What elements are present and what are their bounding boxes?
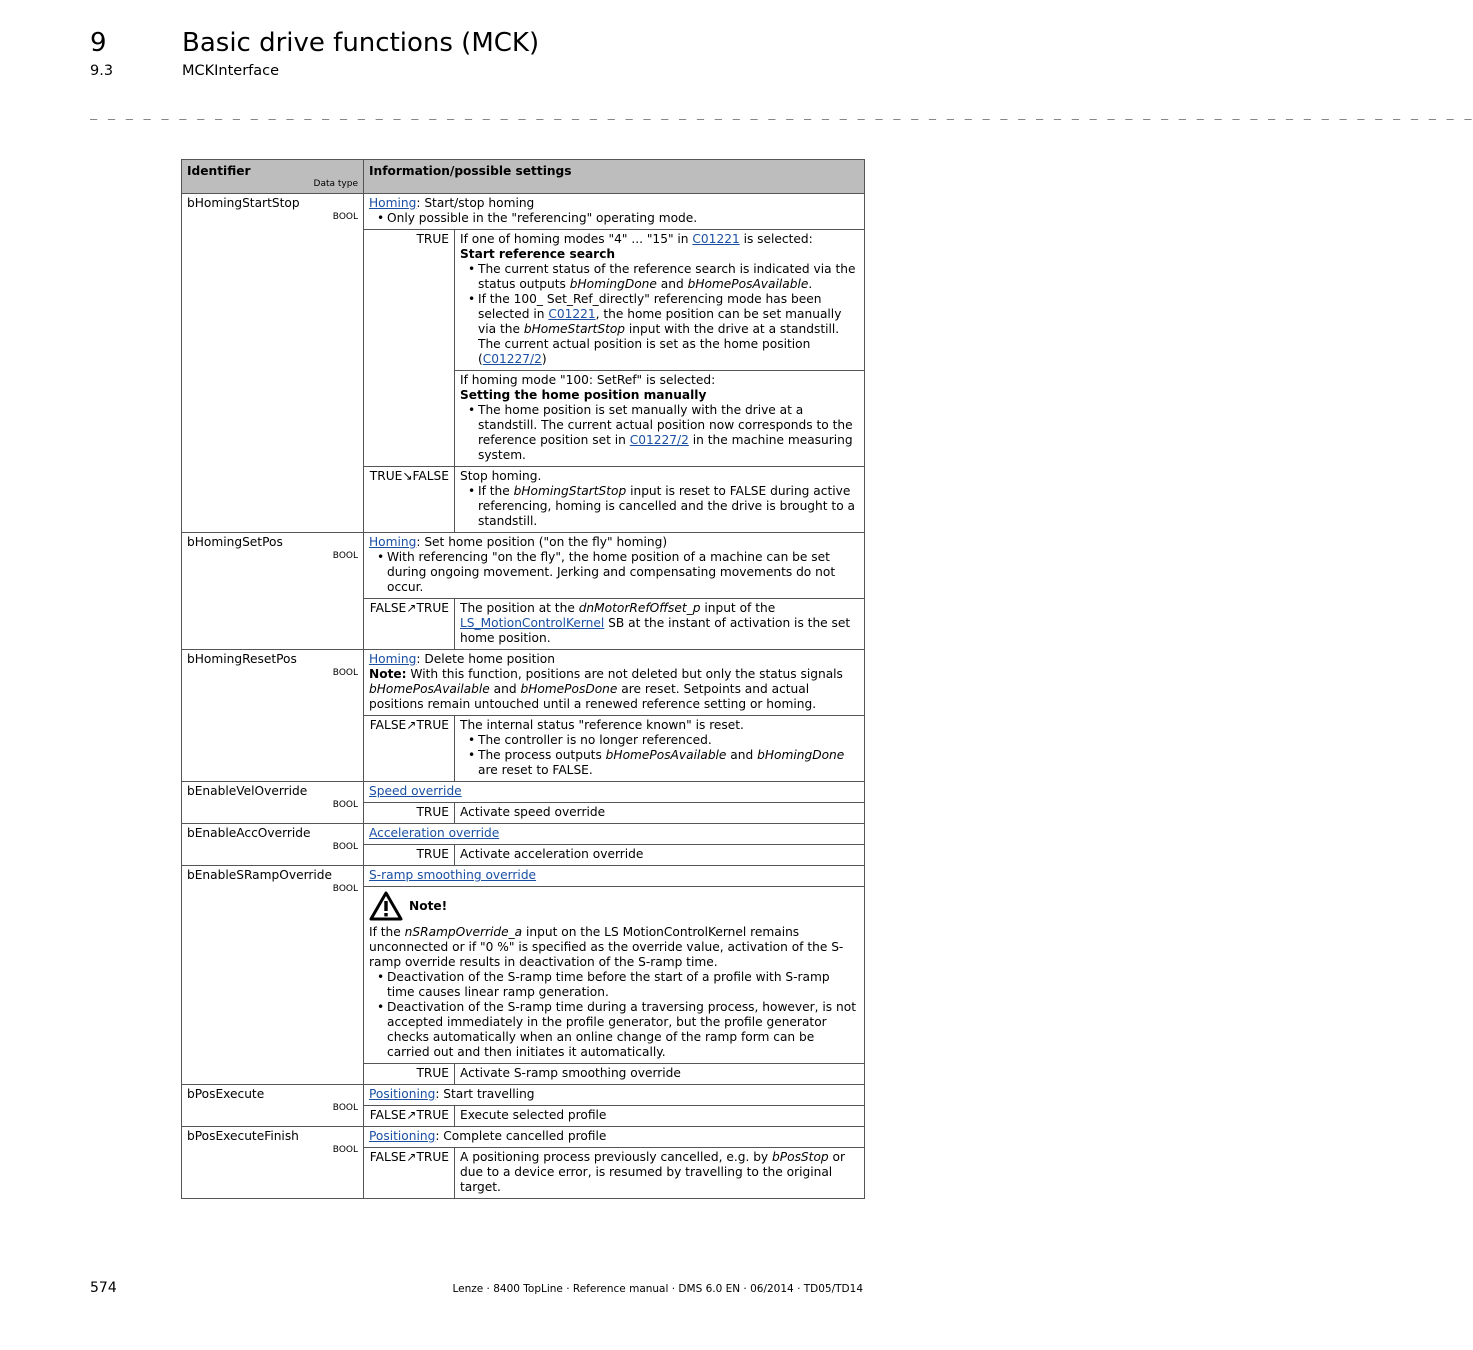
info-cell: Positioning: Start travelling: [364, 1085, 865, 1106]
header-divider: _ _ _ _ _ _ _ _ _ _ _ _ _ _ _ _ _ _ _ _ _ _ _ _ _ _ _ _ _ _ _ _ _ _ _ _ _ _ _ _ _ _ _ _ _ _ _ _ _ _ _ _ _ _ _ _ _ _ _ _ _ _ _ _ _ _ _ _ _ _ _ _ _ _ _ _ _ _: [90, 106, 1473, 120]
parameter-table: [181, 159, 865, 1199]
datatype-label: BOOL: [332, 1103, 358, 1113]
table-row: [182, 533, 865, 599]
table-row: [182, 650, 865, 716]
value-cell: TRUE: [364, 230, 455, 467]
footer-doc-info: Lenze · 8400 TopLine · Reference manual · DMS 6.0 EN · 06/2014 · TD05/TD14: [452, 1283, 863, 1295]
info-cell: Homing: Delete home position Note: With this function, positions are not deleted but only the status signals bHomePosAvailable and bHomePosDone are reset. Setpoints and actual positions remain untouched until a renewed reference setting or homing.: [364, 650, 865, 716]
value-desc-cell: Activate acceleration override: [455, 845, 865, 866]
note-cell: Note! If the nSRampOverride_a input on the LS MotionControlKernel remains unconnected or if "0 %" is specified as the override value, activation of the S-ramp override results in deactivation of the S-ramp time. • Deactivation of the S-ramp time before the start of a profile with S-ramp time causes linear ramp generation. • Deactivation of the S-ramp time during a traversing process, however, is not accepted immediately in the profile generator, but the profile generator checks automatically when an online change of the ramp form can be carried out and then initiates it automatically.: [364, 887, 865, 1064]
subheading: Setting the home position manually: [460, 388, 707, 402]
header-datatype: Data type: [313, 179, 358, 189]
chapter-title: Basic drive functions (MCK): [182, 28, 540, 58]
value-desc-cell: If one of homing modes "4" ... "15" in C01221 is selected: Start reference search • The current status of the reference search is indicated via the status outputs bHomingDone and bHomePosAvailable. • If the 100_ Set_Ref_directly" referencing mode has been selected in C01221, the home position can be set manually via the bHomeStartStop input with the drive at a standstill. The current actual position is set as the home position (C01227/2): [455, 230, 865, 371]
datatype-label: BOOL: [332, 668, 358, 678]
value-cell: FALSE↗TRUE: [364, 1148, 455, 1199]
list-item: • The process outputs bHomePosAvailable and bHomingDone are reset to FALSE.: [460, 748, 859, 778]
section-title: MCKInterface: [182, 63, 280, 79]
positioning-link[interactable]: Positioning: [369, 1129, 436, 1143]
c01227-2-link[interactable]: C01227/2: [629, 433, 689, 447]
info-cell: Homing: Set home position ("on the fly" homing) • With referencing "on the fly", the home position of a machine can be set during ongoing movement. Jerking and compensating movements do not occur.: [364, 533, 865, 599]
table-row: [182, 824, 865, 845]
list-item: • Only possible in the "referencing" operating mode.: [369, 211, 859, 226]
datatype-label: BOOL: [332, 1145, 358, 1155]
value-cell: FALSE↗TRUE: [364, 599, 455, 650]
s-ramp-smoothing-override-link[interactable]: S-ramp smoothing override: [369, 868, 537, 882]
c01221-link[interactable]: C01221: [548, 307, 596, 321]
info-cell: Homing: Start/stop homing • Only possible in the "referencing" operating mode.: [364, 194, 865, 230]
value-desc-cell: A positioning process previously cancelled, e.g. by bPosStop or due to a device error, is resumed by travelling to the original target.: [455, 1148, 865, 1199]
table-row: [182, 194, 865, 230]
subheading: Start reference search: [460, 247, 616, 261]
identifier-cell: bHomingResetPos BOOL: [182, 650, 364, 782]
table-header-row: [182, 160, 865, 194]
identifier-cell: bHomingStartStop BOOL: [182, 194, 364, 533]
table-row: [182, 782, 865, 803]
list-item: • If the bHomingStartStop input is reset to FALSE during active referencing, homing is cancelled and the drive is brought to a standstill.: [460, 484, 859, 529]
value-cell: TRUE: [364, 1064, 455, 1085]
value-cell: TRUE: [364, 845, 455, 866]
datatype-label: BOOL: [332, 800, 358, 810]
info-cell: Positioning: Complete cancelled profile: [364, 1127, 865, 1148]
identifier-cell: bEnableAccOverride BOOL: [182, 824, 364, 866]
c01227-2-link[interactable]: C01227/2: [482, 352, 542, 366]
identifier-cell: bEnableVelOverride BOOL: [182, 782, 364, 824]
table-row: [182, 866, 865, 887]
identifier-cell: bPosExecute BOOL: [182, 1085, 364, 1127]
datatype-label: BOOL: [332, 212, 358, 222]
datatype-label: BOOL: [332, 842, 358, 852]
value-desc-cell: Activate S-ramp smoothing override: [455, 1064, 865, 1085]
value-desc-cell: The position at the dnMotorRefOffset_p input of the LS_MotionControlKernel SB at the instant of activation is the set home position.: [455, 599, 865, 650]
homing-link[interactable]: Homing: [369, 652, 417, 666]
datatype-label: BOOL: [332, 884, 358, 894]
section-number: 9.3: [90, 63, 114, 79]
page-number: 574: [90, 1280, 117, 1296]
homing-link[interactable]: Homing: [369, 535, 417, 549]
identifier-cell: bEnableSRampOverride BOOL: [182, 866, 364, 1085]
value-desc-cell: Execute selected profile: [455, 1106, 865, 1127]
value-cell: TRUE↘FALSE: [364, 467, 455, 533]
value-desc-cell: Activate speed override: [455, 803, 865, 824]
list-item: • Deactivation of the S-ramp time before the start of a profile with S-ramp time causes linear ramp generation.: [369, 970, 859, 1000]
list-item: • With referencing "on the fly", the home position of a machine can be set during ongoing movement. Jerking and compensating movements do not occur.: [369, 550, 859, 595]
note-label: Note!: [409, 898, 448, 913]
info-cell: [364, 782, 865, 803]
ls-motioncontrolkernel-link[interactable]: LS_MotionControlKernel: [460, 616, 605, 630]
acceleration-override-link[interactable]: Acceleration override: [369, 826, 500, 840]
list-item: • The home position is set manually with the drive at a standstill. The current actual position now corresponds to the reference position set in C01227/2 in the machine measuring system.: [460, 403, 859, 463]
header-info: Information/possible settings: [364, 160, 865, 194]
list-item: • The current status of the reference search is indicated via the status outputs bHomingDone and bHomePosAvailable.: [460, 262, 859, 292]
chapter-number: 9: [90, 28, 107, 58]
table-row: [182, 1127, 865, 1148]
note-header: [369, 891, 859, 921]
list-item: • Deactivation of the S-ramp time during a traversing process, however, is not accepted immediately in the profile generator, but the profile generator checks automatically when an online change of the ramp form can be carried out and then initiates it automatically.: [369, 1000, 859, 1060]
value-desc-cell: The internal status "reference known" is reset. • The controller is no longer referenced. • The process outputs bHomePosAvailable and bHomingDone are reset to FALSE.: [455, 716, 865, 782]
identifier-cell: bPosExecuteFinish BOOL: [182, 1127, 364, 1199]
info-cell: [364, 824, 865, 845]
table-row: [182, 1085, 865, 1106]
info-cell: [364, 866, 865, 887]
warning-icon: [369, 891, 403, 921]
speed-override-link[interactable]: Speed override: [369, 784, 462, 798]
value-cell: FALSE↗TRUE: [364, 1106, 455, 1127]
homing-link[interactable]: Homing: [369, 196, 417, 210]
c01221-link[interactable]: C01221: [692, 232, 740, 246]
header-identifier: Identifier Data type: [182, 160, 364, 194]
value-desc-cell: If homing mode "100: SetRef" is selected: Setting the home position manually • The home position is set manually with the drive at a standstill. The current actual position now corresponds to the reference position set in C01227/2 in the machine measuring system.: [455, 371, 865, 467]
datatype-label: BOOL: [332, 551, 358, 561]
list-item: • The controller is no longer referenced.: [460, 733, 859, 748]
identifier-cell: bHomingSetPos BOOL: [182, 533, 364, 650]
value-cell: TRUE: [364, 803, 455, 824]
value-desc-cell: Stop homing. • If the bHomingStartStop input is reset to FALSE during active referencing, homing is cancelled and the drive is brought to a standstill.: [455, 467, 865, 533]
value-cell: FALSE↗TRUE: [364, 716, 455, 782]
positioning-link[interactable]: Positioning: [369, 1087, 436, 1101]
list-item: • If the 100_ Set_Ref_directly" referencing mode has been selected in C01221, the home position can be set manually via the bHomeStartStop input with the drive at a standstill. The current actual position is set as the home position (C01227/2): [460, 292, 859, 367]
